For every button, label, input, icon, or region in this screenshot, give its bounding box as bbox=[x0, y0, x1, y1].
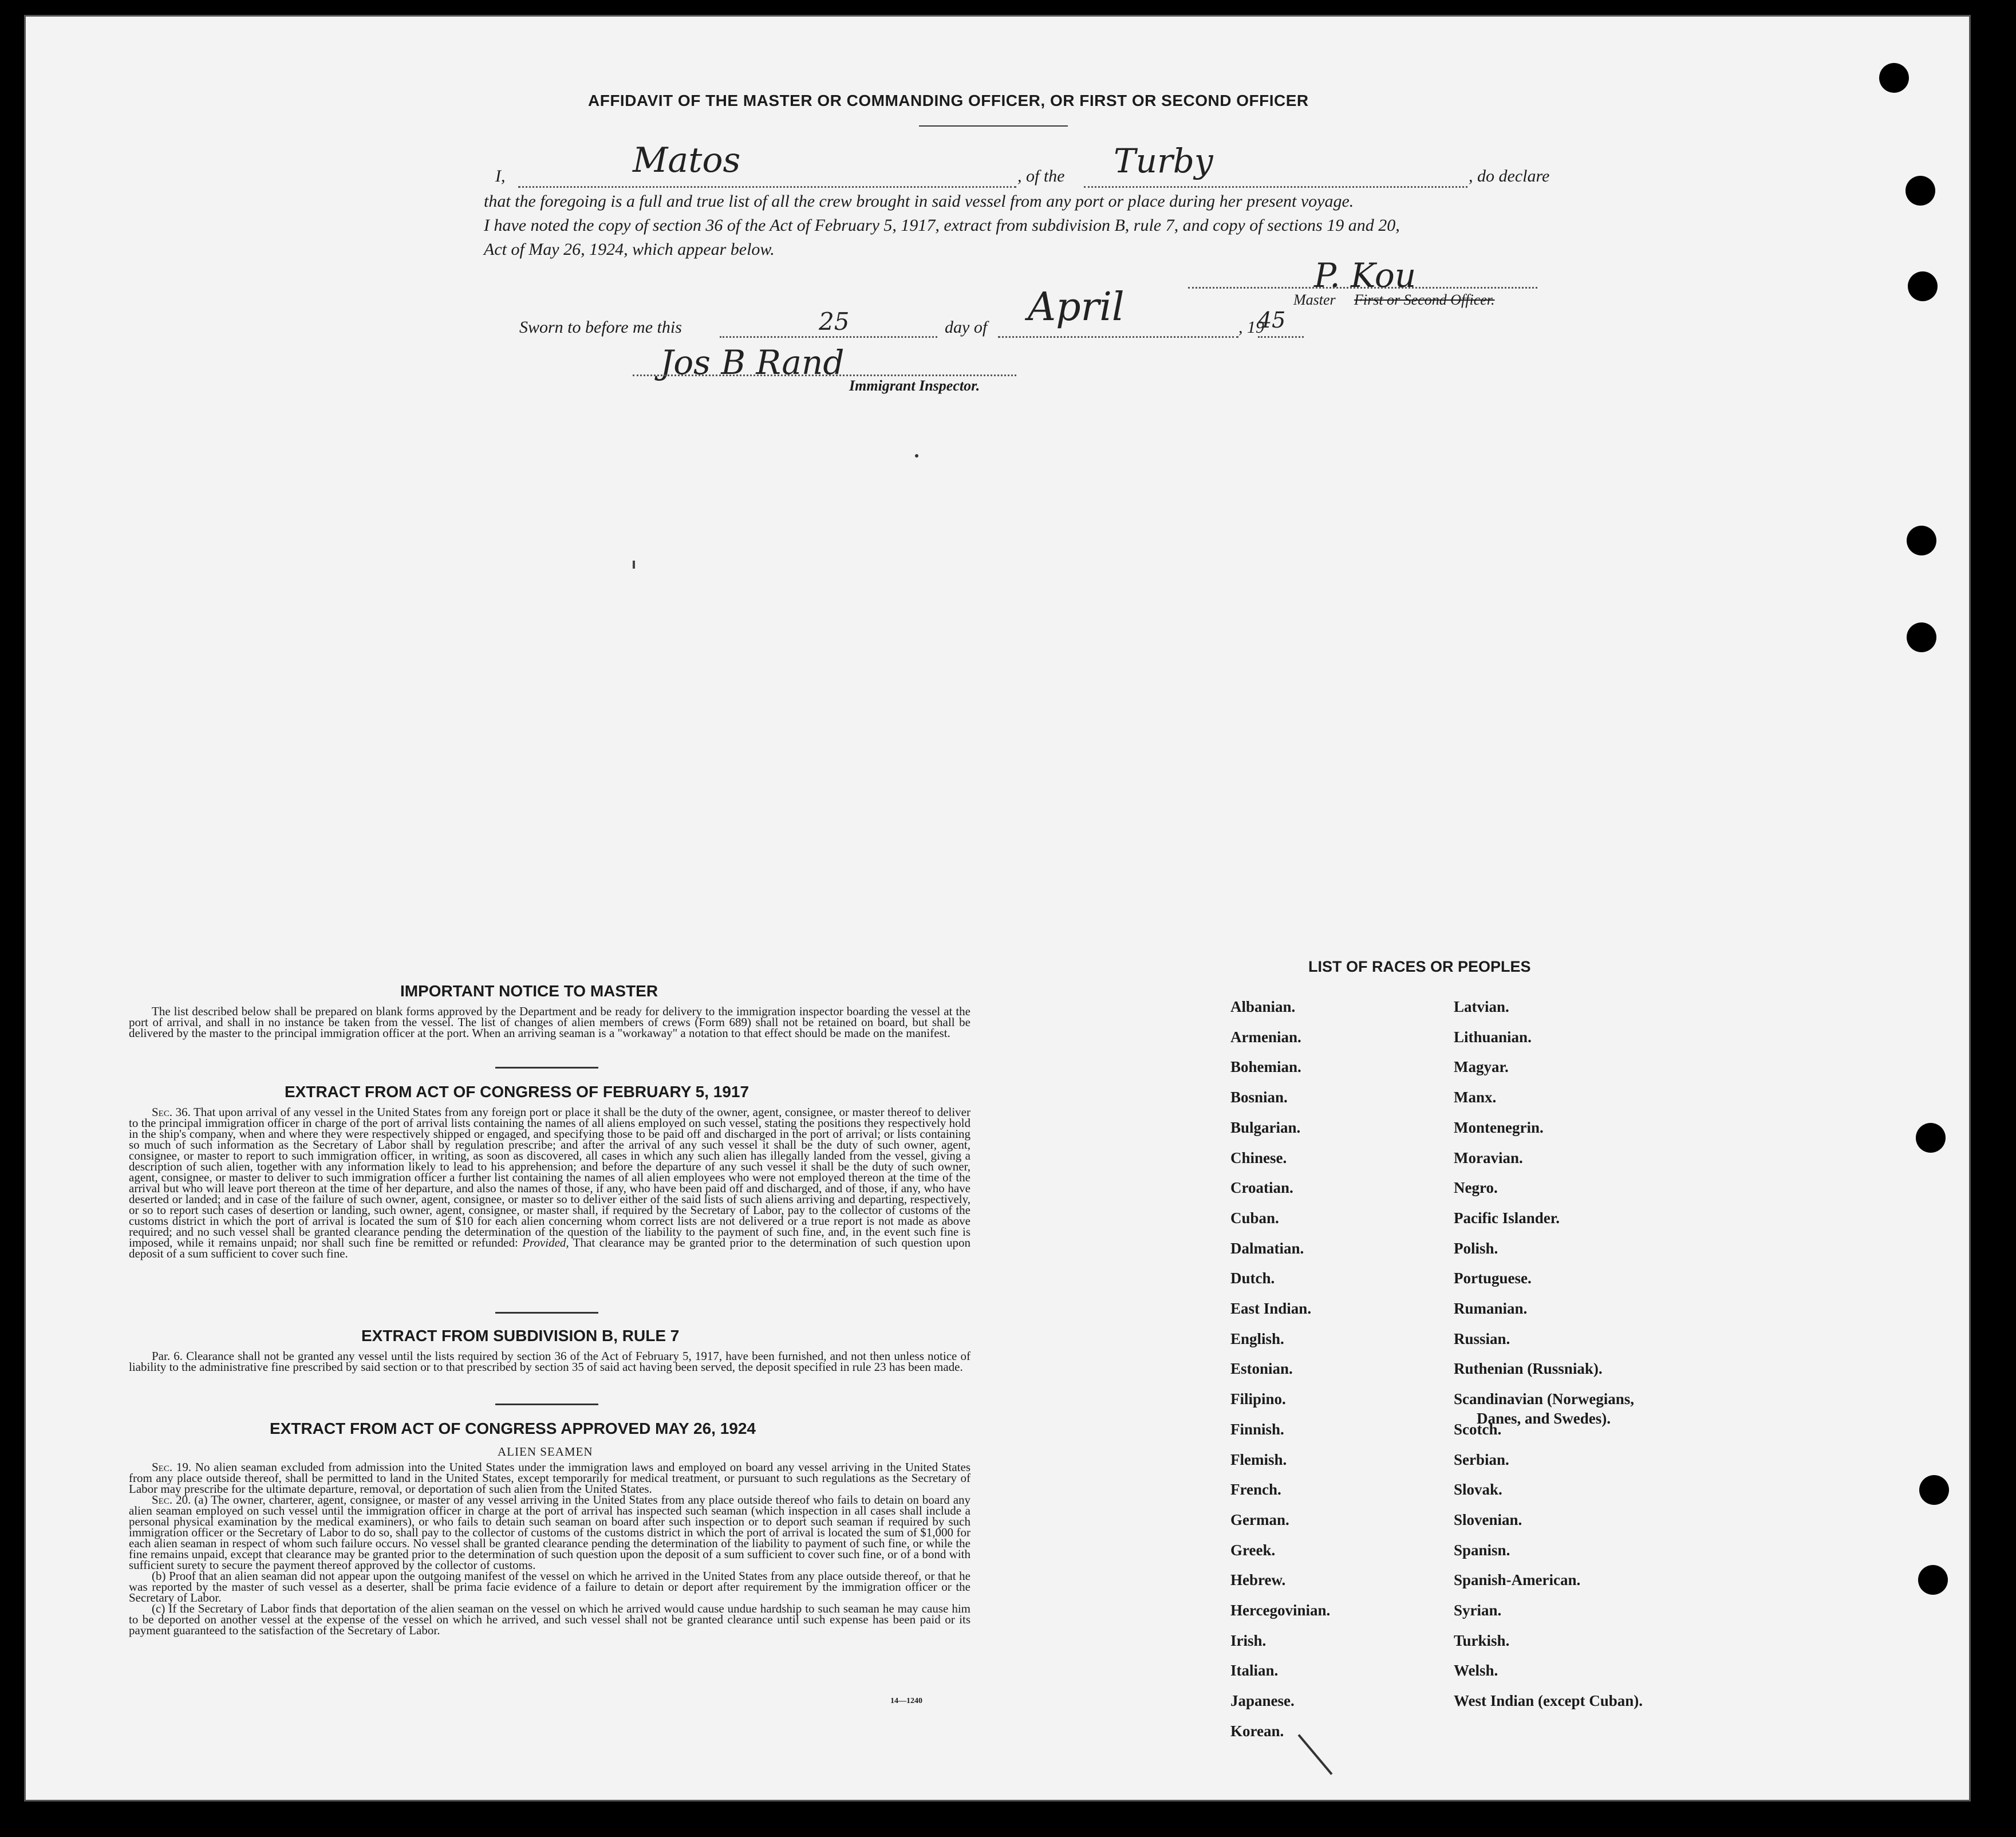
handwritten-vessel-name: Turby bbox=[1114, 141, 1213, 180]
race-item: Lithuanian. bbox=[1454, 1028, 1532, 1046]
race-item: Dutch. bbox=[1230, 1270, 1275, 1287]
handwritten-year: 45 bbox=[1258, 308, 1286, 333]
race-item: Polish. bbox=[1454, 1239, 1498, 1257]
sec36-label: Sec. 36. bbox=[152, 1105, 191, 1119]
handwritten-inspector-signature: Jos B Rand bbox=[660, 343, 845, 382]
race-item: Japanese. bbox=[1230, 1692, 1295, 1710]
vessel-name-blank bbox=[1084, 186, 1467, 188]
race-item: Scandinavian (Norwegians, bbox=[1454, 1390, 1635, 1408]
stray-mark bbox=[915, 454, 918, 458]
affidavit-line-4: Act of May 26, 1924, which appear below. bbox=[484, 240, 775, 259]
sec20a-paragraph bbox=[129, 1495, 970, 1571]
race-item: Serbian. bbox=[1454, 1450, 1509, 1468]
day-of-label: day of bbox=[945, 318, 988, 337]
race-item: Ruthenian (Russniak). bbox=[1454, 1360, 1603, 1378]
race-item: Chinese. bbox=[1230, 1149, 1287, 1166]
race-item: Manx. bbox=[1454, 1089, 1497, 1106]
sec19-label: Sec. 19. bbox=[152, 1460, 192, 1474]
race-item: Danes, and Swedes). bbox=[1477, 1410, 1611, 1428]
extract-1917-title: EXTRACT FROM ACT OF CONGRESS OF FEBRUARY 5, 1917 bbox=[285, 1083, 749, 1101]
alien-seamen-subtitle: ALIEN SEAMEN bbox=[498, 1445, 593, 1458]
divider-2 bbox=[495, 1312, 598, 1314]
race-item: Finnish. bbox=[1230, 1420, 1284, 1438]
year-prefix: , 19 bbox=[1238, 318, 1264, 337]
binder-hole bbox=[1905, 176, 1935, 206]
affidavit-do-declare: , do declare bbox=[1469, 167, 1550, 186]
sec19-paragraph bbox=[129, 1462, 970, 1495]
race-item: German. bbox=[1230, 1511, 1289, 1528]
race-item: Estonian. bbox=[1230, 1360, 1293, 1378]
race-item: Croatian. bbox=[1230, 1179, 1293, 1197]
race-item: Greek. bbox=[1230, 1541, 1276, 1559]
race-item: Latvian. bbox=[1454, 998, 1509, 1015]
affidavit-of-the: , of the bbox=[1017, 167, 1065, 186]
race-item: Albanian. bbox=[1230, 998, 1296, 1015]
notice-text: The list described below shall be prepared on blank forms approved by the Department and be ready for delivery to the immigration inspector boarding the vessel at the port of arrival, and shall in no instance be taken from the vessel. The list of changes of alien members of crews (Form 689) shall not be retained on board, but shall be delivered by the master to the principal immigration officer at the port. When an arriving seaman is a "workaway" a notation to that effect should be made on the manifest. bbox=[129, 1004, 970, 1040]
race-item: Slovenian. bbox=[1454, 1511, 1522, 1528]
sec20a-text: (a) The owner, charterer, agent, consignee, or master of any vessel arriving in the United States from any place outside thereof who fails to detain on board any alien seaman employed on such vessel until the immigration officer in charge at the port of arrival has inspected such seaman (which inspection in all cases shall include a personal physical examination by the medical examiners), or who fails to detain such seaman on board after such inspection or to deport such seaman if required by such immigration officer or the Secretary of Labor to do so, shall pay to the collector of customs of the customs district in which the port of arrival is located the sum of $1,000 for each alien seaman in respect of whom such failure occurs. No vessel shall be granted clearance pending the determination of the liability to payment of such fine, or while the fine remains unpaid, except that clearance may be granted prior to the determination of such question upon the deposit of a sum sufficient to cover such fine, or of a bond with sufficient surety to secure the payment thereof approved by the collector of customs. bbox=[129, 1493, 971, 1572]
divider-3 bbox=[495, 1404, 598, 1405]
race-item: Cuban. bbox=[1230, 1209, 1279, 1227]
officer-label: First or Second Officer. bbox=[1354, 291, 1495, 308]
sec20c-paragraph: (c) If the Secretary of Labor finds that deportation of the alien seaman on the vessel on which he arrived would cause undue hardship to such seaman he may cause him to be deported on another vessel at the expense of the vessel on which he arrived, and such vessel shall not be granted clearance until such expense has been paid or its payment guaranteed to the satisfaction of the Secretary of Labor. bbox=[129, 1602, 970, 1637]
stray-mark bbox=[633, 561, 635, 569]
notice-title: IMPORTANT NOTICE TO MASTER bbox=[400, 982, 658, 1000]
race-item: English. bbox=[1230, 1330, 1284, 1347]
handwritten-month: April bbox=[1028, 285, 1125, 330]
race-item: Spanisn. bbox=[1454, 1541, 1510, 1559]
master-label: Master bbox=[1293, 291, 1336, 308]
binder-hole bbox=[1907, 622, 1936, 652]
race-item: Italian. bbox=[1230, 1662, 1279, 1680]
sec36-text: That upon arrival of any vessel in the United States from any foreign port or place it shall be the duty of the owner, agent, consignee, or master thereof to deliver to the principal immigration officer in charge of the port of arrival lists containing the names of all aliens employed on such vessel, stating the positions they respectively hold in the ship's company, when and where they were respectively shipped or engaged, and specifying those to be paid off and discharged in the port of arrival; or lists containing so much of such information as the Secretary of Labor shall by regulation prescribe; and after the arrival of any such vessel it shall be the duty of such owner, agent, consignee, or master to report to such immigration officer, in writing, as soon as discovered, all cases in which any such alien has illegally landed from the vessel, giving a description of such alien, together with any information likely to lead to his apprehension; and before the departure of any such vessel it shall be the duty of such owner, agent, consignee, or master to deliver to such immigration officer a further list containing the names of all alien employees who were not employed thereon at the time of the arrival but who will leave port thereon at the time of her departure, and also the names of those, if any, who have been paid off and discharged, and of those, if any, who have deserted or landed; and in case of the failure of such owner, agent, consignee, or master so to deliver either of the said lists of such aliens arriving and departing, respectively, or so to report such cases of desertion or landing, such owner, agent, consignee, or master shall, if required by the Secretary of Labor, pay to the collector of customs of the customs district in which the port of arrival is located the sum of $10 for each alien concerning whom correct lists are not delivered or a true report is not made as above required; and no such vessel shall be granted clearance pending the determination of the question of the liability to the payment of such fine, and, in the event such fine is imposed, while it remains unpaid; nor shall such fine be remitted or refunded: bbox=[129, 1105, 970, 1249]
par6-text: Par. 6. Clearance shall not be granted any vessel until the lists required by section 36 of the Act of February 5, 1917, have been furnished, and not then unless notice of liability to the administrative fine prescribed by said section or to that prescribed by section 35 of said act having been served, the deposit specified in rule 23 has been made. bbox=[129, 1349, 970, 1374]
race-item: Scotch. bbox=[1454, 1420, 1502, 1438]
race-item: Slovak. bbox=[1454, 1481, 1502, 1499]
extract-1924-title: EXTRACT FROM ACT OF CONGRESS APPROVED MAY 26, 1924 bbox=[270, 1420, 756, 1437]
sworn-month-blank bbox=[998, 336, 1238, 338]
affidavit-line-3: I have noted the copy of section 36 of the Act of February 5, 1917, extract from subdivision B, rule 7, and copy of sections 19 and 20, bbox=[484, 216, 1400, 235]
race-item: Pacific Islander. bbox=[1454, 1209, 1560, 1227]
race-item: Flemish. bbox=[1230, 1450, 1287, 1468]
affidavit-i-label: I, bbox=[495, 167, 506, 186]
race-item: Spanish-American. bbox=[1454, 1571, 1581, 1589]
divider-1 bbox=[495, 1067, 598, 1069]
subdivision-b-title: EXTRACT FROM SUBDIVISION B, RULE 7 bbox=[361, 1327, 680, 1345]
sec36-paragraph bbox=[129, 1107, 970, 1259]
race-item: Bulgarian. bbox=[1230, 1118, 1301, 1136]
binder-hole bbox=[1879, 63, 1909, 93]
sec36-tail: That clearance may be granted prior to the determination of such question upon deposit of a sum sufficient to cover such fine. bbox=[129, 1236, 970, 1260]
race-item: Rumanian. bbox=[1454, 1300, 1528, 1317]
inspector-label: Immigrant Inspector. bbox=[849, 377, 980, 394]
handwritten-master-name: Matos bbox=[633, 140, 741, 180]
race-item: Magyar. bbox=[1454, 1058, 1509, 1076]
extract-1924-body bbox=[129, 1462, 970, 1636]
race-item: French. bbox=[1230, 1481, 1281, 1499]
sec20b-paragraph: (b) Proof that an alien seaman did not appear upon the outgoing manifest of the vessel on which he arrived in the United States from any place outside thereof, or that he was reported by the master of such vessel as a deserter, shall be prima facie evidence of a failure to detain or deport after requirement by the immigration officer or the Secretary of Labor. bbox=[129, 1569, 970, 1605]
race-item: Korean. bbox=[1230, 1722, 1284, 1740]
race-item: Montenegrin. bbox=[1454, 1118, 1544, 1136]
affidavit-line-2: that the foregoing is a full and true list of all the crew brought in said vessel from any port or place during her present voyage. bbox=[484, 192, 1354, 211]
race-item: Moravian. bbox=[1454, 1149, 1523, 1166]
race-item: West Indian (except Cuban). bbox=[1454, 1692, 1643, 1710]
race-item: Armenian. bbox=[1230, 1028, 1301, 1046]
title-divider bbox=[919, 125, 1068, 127]
race-item: Turkish. bbox=[1454, 1631, 1510, 1649]
year-blank bbox=[1258, 336, 1304, 338]
race-item: Welsh. bbox=[1454, 1662, 1498, 1680]
race-item: Syrian. bbox=[1454, 1602, 1502, 1619]
race-item: Filipino. bbox=[1230, 1390, 1286, 1408]
sworn-day-blank bbox=[720, 336, 937, 338]
race-item: Bohemian. bbox=[1230, 1058, 1301, 1076]
sworn-label: Sworn to before me this bbox=[519, 318, 682, 337]
race-item: Portuguese. bbox=[1454, 1270, 1532, 1287]
affidavit-title: AFFIDAVIT OF THE MASTER OR COMMANDING OFFICER, OR FIRST OR SECOND OFFICER bbox=[588, 92, 1309, 109]
race-item: Russian. bbox=[1454, 1330, 1510, 1347]
binder-hole bbox=[1918, 1565, 1948, 1595]
race-item: Hebrew. bbox=[1230, 1571, 1286, 1589]
binder-hole bbox=[1908, 271, 1938, 301]
master-signature-blank bbox=[1188, 287, 1537, 289]
sec19-text: No alien seaman excluded from admission into the United States under the immigration laws and employed on board any vessel arriving in the United States from any place outside thereof, shall be permitted to land in the United States, except temporarily for medical treatment, or pursuant to such regulations as the Secretary of Labor may prescribe for the ultimate departure, removal, or deportation of such alien from the United States. bbox=[129, 1460, 971, 1496]
document-sheet bbox=[24, 15, 1971, 1801]
inspector-signature-blank bbox=[633, 375, 1016, 376]
handwritten-day: 25 bbox=[819, 308, 850, 336]
extract-1917-body bbox=[129, 1107, 970, 1259]
binder-hole bbox=[1916, 1123, 1946, 1153]
race-item: Hercegovinian. bbox=[1230, 1602, 1331, 1619]
pen-stroke bbox=[1298, 1734, 1333, 1775]
form-number: 14—1240 bbox=[890, 1697, 922, 1705]
subdivision-b-body bbox=[129, 1351, 970, 1373]
binder-hole bbox=[1907, 526, 1936, 555]
binder-hole bbox=[1919, 1475, 1949, 1505]
provided-word: Provided, bbox=[522, 1236, 569, 1249]
sec20-label: Sec. 20. bbox=[152, 1493, 191, 1507]
race-item: East Indian. bbox=[1230, 1300, 1312, 1317]
master-name-blank bbox=[518, 186, 1016, 188]
race-item: Dalmatian. bbox=[1230, 1239, 1304, 1257]
handwritten-master-signature: P. Kou bbox=[1314, 256, 1417, 295]
races-title: LIST OF RACES OR PEOPLES bbox=[1308, 958, 1531, 975]
race-item: Bosnian. bbox=[1230, 1089, 1288, 1106]
notice-body bbox=[129, 1006, 970, 1039]
race-item: Irish. bbox=[1230, 1631, 1267, 1649]
race-item: Negro. bbox=[1454, 1179, 1498, 1197]
